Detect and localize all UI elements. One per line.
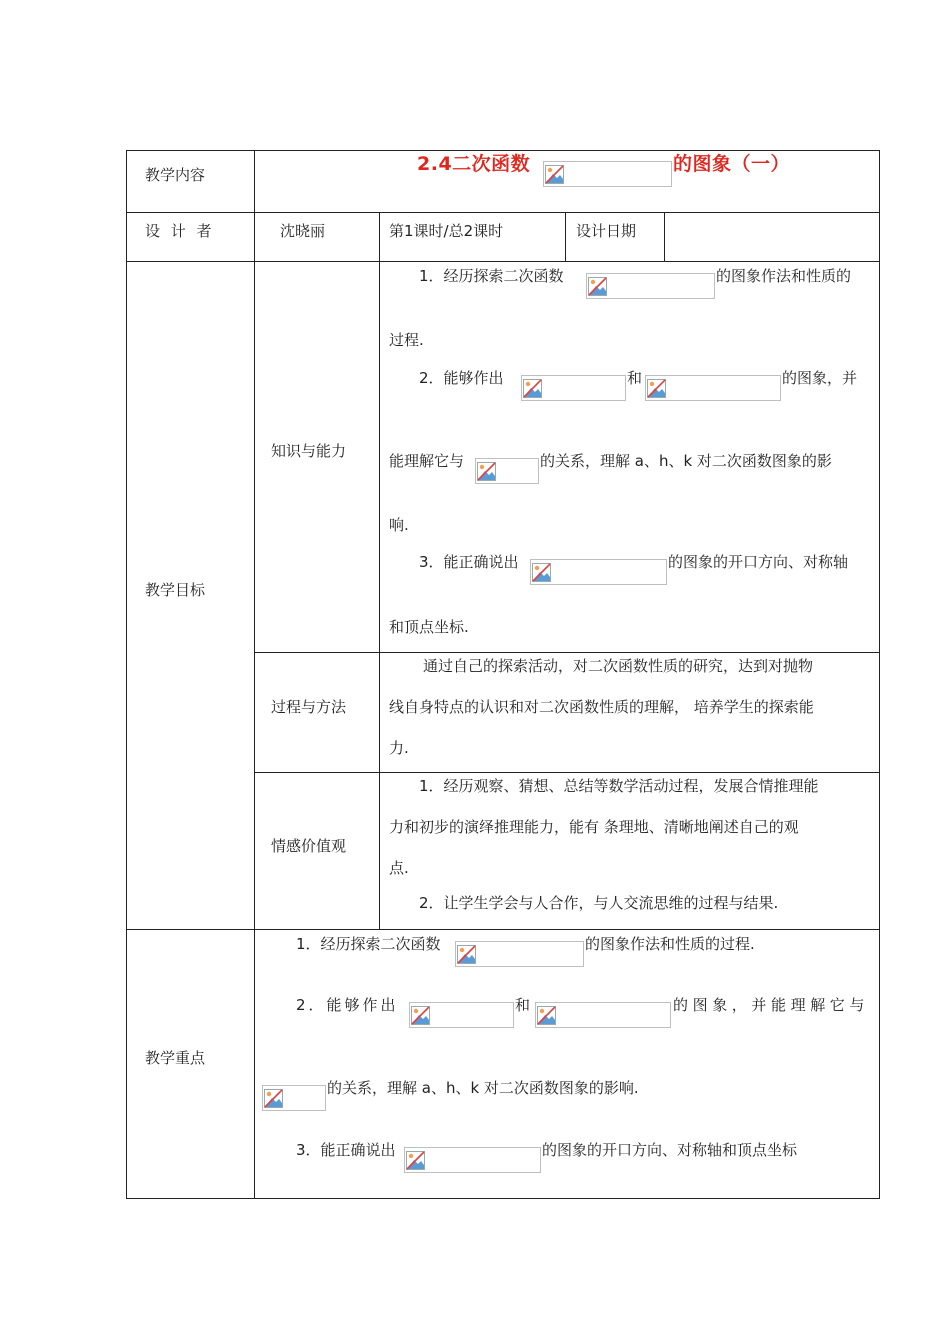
- formula-image: [645, 375, 781, 401]
- emotion-label: 情感价值观: [271, 837, 347, 855]
- goals-label: 教学目标: [145, 581, 206, 599]
- broken-image-icon: [523, 379, 542, 398]
- formula-image: [404, 1147, 541, 1173]
- designer-label: 设 计 者: [145, 222, 215, 240]
- key-point-text: 和: [515, 996, 531, 1014]
- key-point-text: 的图象，并能理解它与: [673, 996, 870, 1014]
- key-points-label: 教学重点: [145, 1049, 206, 1067]
- emotion-text: 点.: [389, 859, 409, 877]
- broken-image-icon: [588, 277, 607, 296]
- knowledge-text: 的关系，理解 a、h、k 对二次函数图象的影: [540, 452, 832, 470]
- knowledge-text: 和: [627, 369, 643, 387]
- process-text: 线自身特点的认识和对二次函数性质的理解， 培养学生的探索能: [389, 698, 814, 716]
- key-point-text: 的图象作法和性质的过程.: [585, 935, 755, 953]
- broken-image-icon: [406, 1151, 425, 1170]
- knowledge-text: 能理解它与: [389, 452, 465, 470]
- knowledge-text: 和顶点坐标.: [389, 618, 469, 636]
- knowledge-text: 的图象作法和性质的: [716, 267, 852, 285]
- broken-image-icon: [532, 563, 551, 582]
- emotion-text: 力和初步的演绎推理能力，能有 条理地、清晰地阐述自己的观: [389, 818, 799, 836]
- knowledge-text: 过程.: [389, 331, 424, 349]
- formula-image: [409, 1002, 514, 1028]
- knowledge-text: 响.: [389, 516, 409, 534]
- formula-image: [586, 273, 715, 299]
- broken-image-icon: [545, 165, 564, 184]
- broken-image-icon: [457, 945, 476, 964]
- broken-image-icon: [647, 379, 666, 398]
- formula-image: [521, 375, 626, 401]
- lesson-info: 第1课时/总2课时: [389, 222, 504, 240]
- process-text: 力.: [389, 739, 409, 757]
- broken-image-icon: [537, 1006, 556, 1025]
- knowledge-text: 的图象的开口方向、对称轴: [668, 553, 849, 571]
- knowledge-label: 知识与能力: [271, 442, 347, 460]
- knowledge-text: 2．能够作出: [419, 369, 504, 387]
- process-text: 通过自己的探索活动，对二次函数性质的研究，达到对抛物: [423, 657, 814, 675]
- title-prefix: 2.4二次函数: [417, 153, 531, 175]
- emotion-text: 2．让学生学会与人合作，与人交流思维的过程与结果.: [419, 894, 779, 912]
- date-label: 设计日期: [576, 222, 637, 240]
- process-label: 过程与方法: [271, 698, 347, 716]
- formula-image: [535, 1002, 671, 1028]
- broken-image-icon: [477, 462, 496, 481]
- key-point-text: 2．能够作出: [296, 996, 399, 1014]
- emotion-text: 1．经历观察、猜想、总结等数学活动过程，发展合情推理能: [419, 777, 819, 795]
- key-point-text: 1．经历探索二次函数: [296, 935, 441, 953]
- formula-image: [475, 458, 539, 484]
- knowledge-text: 3．能正确说出: [419, 553, 519, 571]
- formula-image: [262, 1085, 326, 1111]
- knowledge-text: 1．经历探索二次函数: [419, 267, 564, 285]
- broken-image-icon: [411, 1006, 430, 1025]
- formula-image: [530, 559, 667, 585]
- key-point-text: 的图象的开口方向、对称轴和顶点坐标: [542, 1141, 798, 1159]
- designer-name: 沈晓丽: [280, 222, 326, 240]
- knowledge-text: 的图象，并: [782, 369, 858, 387]
- key-point-text: 的关系，理解 a、h、k 对二次函数图象的影响.: [327, 1079, 639, 1097]
- formula-image: [455, 941, 584, 967]
- content-label: 教学内容: [145, 166, 206, 184]
- broken-image-icon: [264, 1089, 283, 1108]
- title-suffix: 的图象（一）: [673, 153, 791, 175]
- formula-image: [543, 161, 672, 187]
- key-point-text: 3．能正确说出: [296, 1141, 396, 1159]
